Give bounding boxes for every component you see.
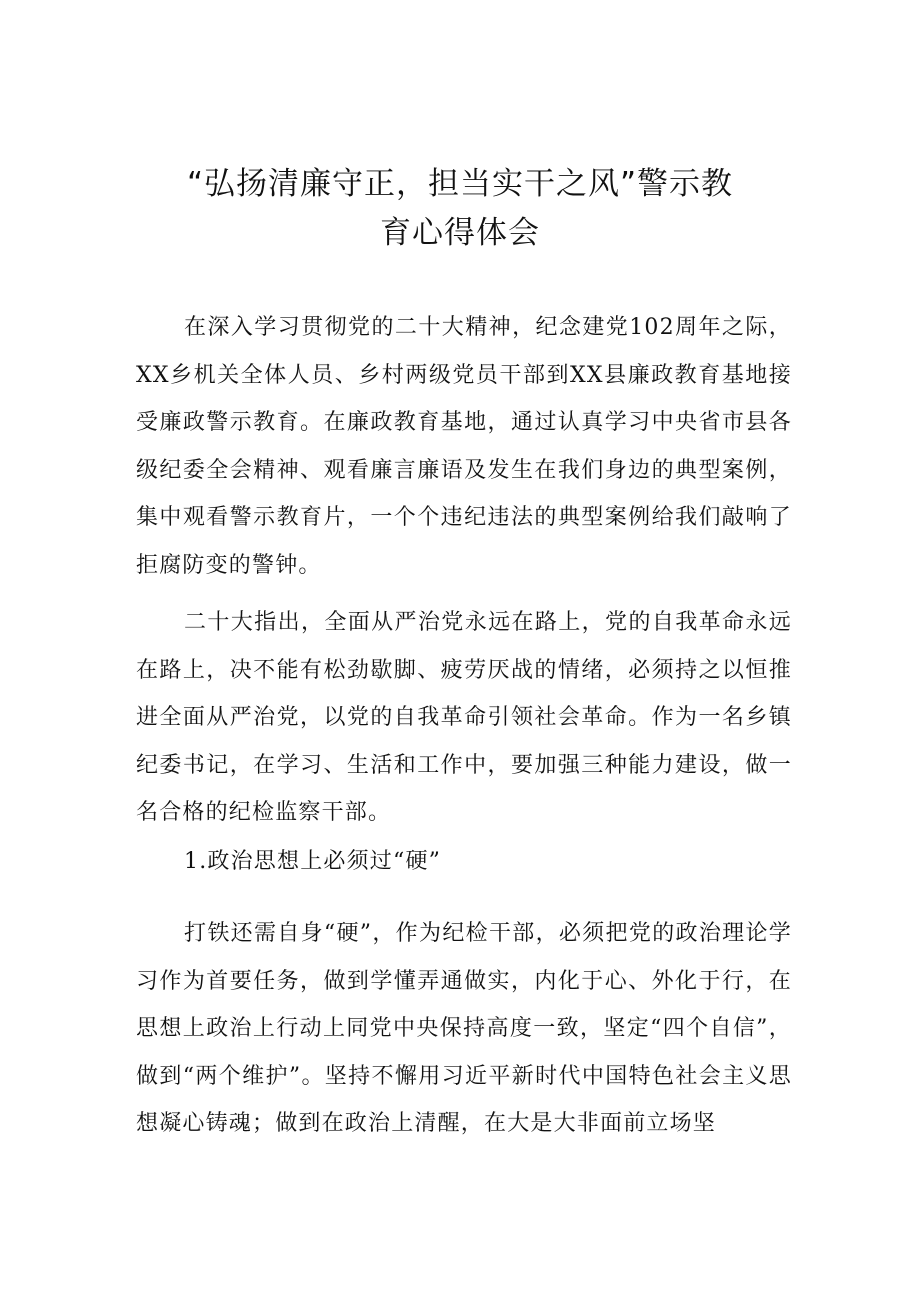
section-heading-1: 1.政治思想上必须过“硬” bbox=[184, 849, 442, 874]
document-title-line-1: “弘扬清廉守正，担当实干之风”警示教 bbox=[186, 166, 734, 202]
document-title-line-2: 育心得体会 bbox=[380, 215, 540, 251]
paragraph-2: 二十大指出，全面从严治党永远在路上，党的自我革命永远在路上，决不能有松劲歇脚、疲劳厌战的情绪，必须持之以恒推进全面从严治党，以党的自我革命引领社会革命。作为一名乡镇纪委书记，在学习、生活和工作中，要加强三种能力建设，做一名合格的纪检监察干部。 bbox=[136, 610, 792, 825]
paragraph-3: 打铁还需自身“硬”，作为纪检干部，必须把党的政治理论学习作为首要任务，做到学懂弄通做实，内化于心、外化于行，在思想上政治上行动上同党中央保持高度一致，坚定“四个自信”，做到“两个维护”。坚持不懈用习近平新时代中国特色社会主义思想凝心铸魂；做到在政治上清醒，在大是大非面前立场坚 bbox=[136, 921, 792, 1136]
paragraph-1: 在深入学习贯彻党的二十大精神，纪念建党102周年之际，XX乡机关全体人员、乡村两级党员干部到XX县廉政教育基地接受廉政警示教育。在廉政教育基地，通过认真学习中央省市县各级纪委全会精神、观看廉言廉语及发生在我们身边的典型案例，集中观看警示教育片，一个个违纪违法的典型案例给我们敲响了拒腐防变的警钟。 bbox=[136, 315, 792, 578]
